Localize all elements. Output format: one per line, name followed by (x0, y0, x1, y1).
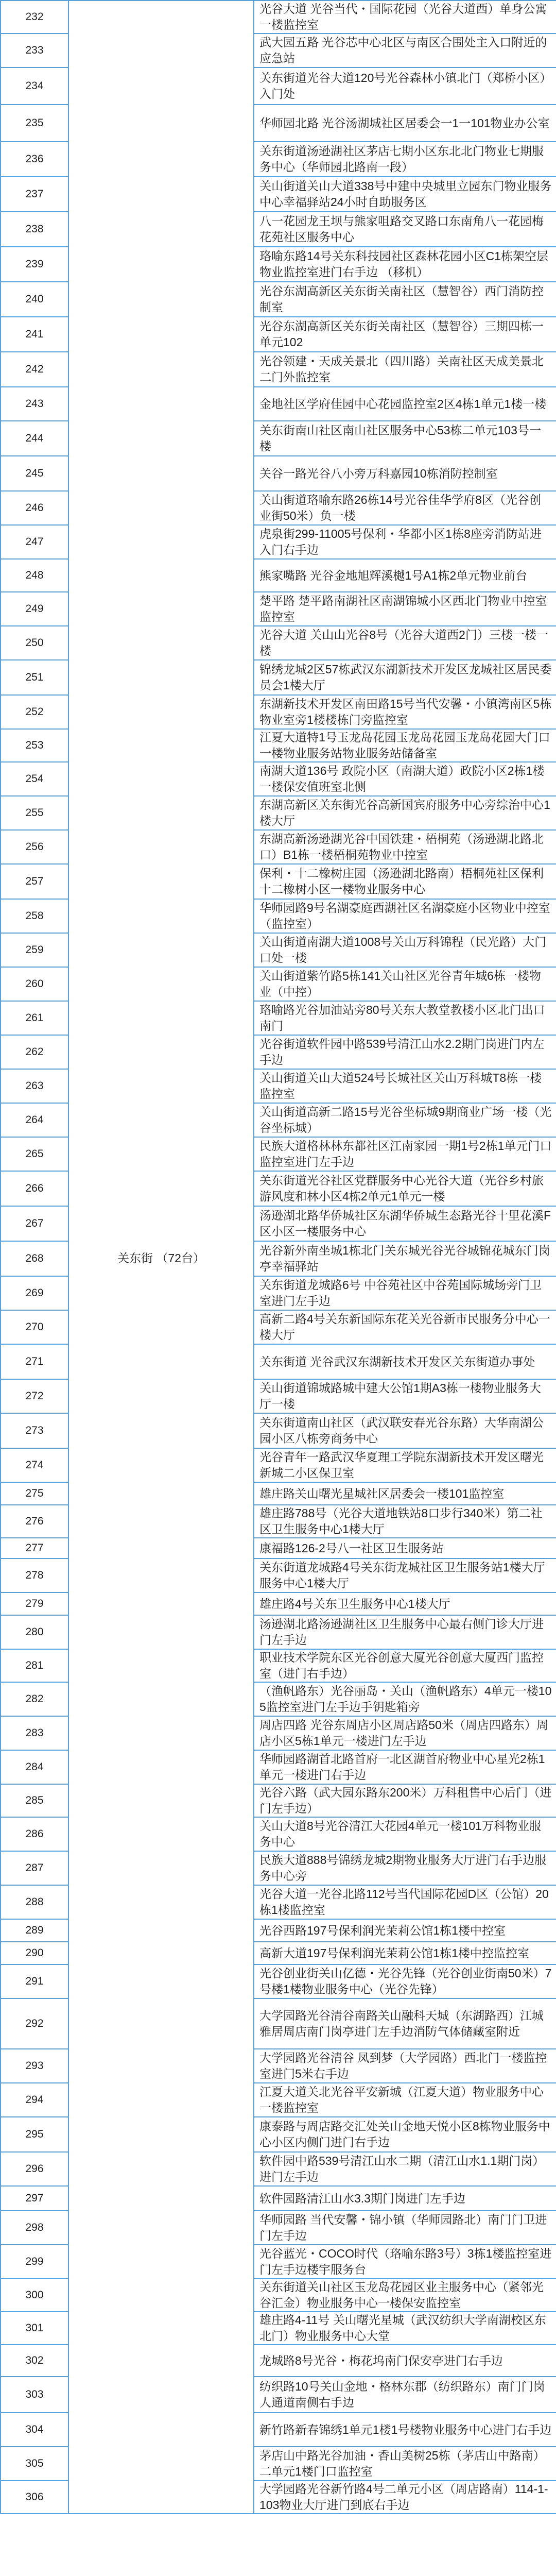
location-address: 虎泉街299-11005号保利・华都小区1栋8座旁消防站进入门右手边 (254, 525, 556, 559)
row-number: 259 (1, 933, 68, 967)
row-number: 277 (1, 1538, 68, 1558)
row-number: 292 (1, 1998, 68, 2049)
location-address: 茅店山中路光谷加油・香山美树25栋（茅店山中路南）二单元1楼门口监控室 (254, 2447, 556, 2481)
location-address: 东湖高新汤逊湖光谷中国铁建・梧桐苑（汤逊湖北路北口）B1栋一楼梧桐苑物业中控室 (254, 830, 556, 864)
row-number: 251 (1, 660, 68, 695)
row-number: 285 (1, 1784, 68, 1817)
location-address: 光谷东湖高新区关东街关南社区（慧智谷）三期四栋一单元102 (254, 317, 556, 352)
location-address: 关东街道南山社区（武汉联安春光谷东路）大华南湖公园小区八栋旁商务中心 (254, 1413, 556, 1448)
row-number: 286 (1, 1817, 68, 1851)
location-address: 华师园路 当代安馨・锦小镇（华师园路北）南门门卫进门左手边 (254, 2211, 556, 2245)
row-number: 234 (1, 67, 68, 105)
location-address: 汤逊湖北路华侨城社区东湖华侨城生态路光谷十里花溪F区小区一楼服务中心 (254, 1206, 556, 1241)
row-number: 236 (1, 142, 68, 177)
row-number: 253 (1, 729, 68, 762)
location-address: 华师园路湖首北路首府一北区湖首府物业中心星光2栋1单元一楼进门右手边 (254, 1750, 556, 1784)
row-number: 250 (1, 626, 68, 660)
location-address: 珞喻东路14号关东科技园社区森林花园小区C1栋架空层物业监控室进门右手边 （移机） (254, 247, 556, 282)
row-number: 295 (1, 2117, 68, 2152)
location-address: 锦绣龙城2区57栋武汉东湖新技术开发区龙城社区居民委员会1楼大厅 (254, 660, 556, 695)
location-address: 关东街道 光谷武汉东湖新技术开发区关东街道办事处 (254, 1344, 556, 1379)
location-address: 民族大道格林林东都社区江南家园一期1号2栋1单元门口监控室进门左手边 (254, 1137, 556, 1171)
row-number: 305 (1, 2447, 68, 2481)
location-address: 软件园中路539号清江山水二期（清江山水1.1期门岗）进门左手边 (254, 2152, 556, 2186)
row-number: 264 (1, 1103, 68, 1137)
row-number: 245 (1, 456, 68, 491)
row-number: 242 (1, 352, 68, 387)
location-address: 民族大道888号锦绣龙城2期物业服务大厅进门右手边服务中心旁 (254, 1851, 556, 1885)
row-number: 287 (1, 1851, 68, 1885)
row-number: 237 (1, 177, 68, 212)
location-address: 光谷街道软件园中路539号清江山水2.2期门岗进门内左手边 (254, 1035, 556, 1069)
row-number: 238 (1, 212, 68, 247)
location-address: 金地社区学府佳园中心花园监控室2区4栋1单元1楼一楼 (254, 387, 556, 421)
location-address: 光谷大道 关山山光谷8号（光谷大道西2门）三楼一楼一楼 (254, 626, 556, 660)
row-number: 241 (1, 317, 68, 352)
row-number: 280 (1, 1615, 68, 1649)
row-number: 270 (1, 1310, 68, 1344)
row-number: 247 (1, 525, 68, 559)
row-number: 300 (1, 2279, 68, 2312)
row-number: 273 (1, 1413, 68, 1448)
row-number: 254 (1, 762, 68, 796)
row-number: 265 (1, 1137, 68, 1171)
location-address: 关山街道南湖大道1008号关山万科锦程（民光路）大门口处一楼 (254, 933, 556, 967)
location-address: 周店四路 光谷东周店小区周店路50米（周店四路东）周店小区5栋1单元一楼进门左手边 (254, 1716, 556, 1750)
row-number: 244 (1, 421, 68, 456)
row-number: 290 (1, 1942, 68, 1964)
row-number: 288 (1, 1885, 68, 1919)
row-number: 246 (1, 491, 68, 525)
location-address: 关山大道8号光谷清江大花园4单元一楼101万科物业服务中心 (254, 1817, 556, 1851)
row-number: 260 (1, 967, 68, 1001)
location-address: 关东街南山社区南山社区服务中心53栋二单元103号一楼 (254, 421, 556, 456)
location-address: 光谷西路197号保利润光茉莉公馆1栋1楼中控室 (254, 1919, 556, 1942)
row-number: 235 (1, 105, 68, 142)
location-address: 雄庄路788号（光谷大道地铁站8口步行340米）第二社区卫生服务中心1楼大厅 (254, 1505, 556, 1538)
location-address: 关东街道关山社区玉龙岛花园区业主服务中心（紧邻光谷汇金）物业服务中心一楼保安监控室 (254, 2279, 556, 2312)
location-address: 光谷创业街关山亿德・光谷先锋（光谷创业街南50米）7号楼1楼物业服务中心（光谷先锋） (254, 1964, 556, 1998)
location-address: 关东街道光谷大道120号光谷森林小镇北门（郑桥小区）入门处 (254, 67, 556, 105)
location-address: 关东街道龙城路6号 中谷苑社区中谷苑国际城场旁门卫室进门左手边 (254, 1276, 556, 1310)
row-number: 306 (1, 2481, 68, 2514)
row-number: 266 (1, 1171, 68, 1206)
row-number: 262 (1, 1035, 68, 1069)
row-number: 281 (1, 1649, 68, 1682)
row-number: 272 (1, 1379, 68, 1413)
row-number: 269 (1, 1276, 68, 1310)
location-address: 光谷大道 光谷当代・国际花园（光谷大道西）单身公寓一楼监控室 (254, 1, 556, 33)
location-address: 光谷大道一光谷北路112号当代国际花园D区（公馆）20栋1楼监控室 (254, 1885, 556, 1919)
location-address: （渔帆路东）光谷丽岛・关山（渔帆路东）4单元一楼105监控室进门左手边手钥匙箱旁 (254, 1682, 556, 1716)
location-address: 康泰路与周店路交汇处关山金地天悦小区8栋物业服务中心小区内侧门进门右手边 (254, 2117, 556, 2152)
row-number: 240 (1, 282, 68, 317)
location-address: 关东街道龙城路4号关东街龙城社区卫生服务站1楼大厅服务中心1楼大厅 (254, 1558, 556, 1592)
row-number: 232 (1, 1, 68, 33)
row-number: 303 (1, 2377, 68, 2413)
location-address: 光谷领建・天成关景北（四川路）关南社区天成美景北二门外监控室 (254, 352, 556, 387)
location-address: 关东街道汤逊湖社区茅店七期小区东北北门物业七期服务中心（华师园北路南一段） (254, 142, 556, 177)
location-address: 楚平路 楚平路南湖社区南湖锦城小区西北门物业中控室监控室 (254, 592, 556, 626)
location-address: 光谷六路（武大园东路东200米）万科租售中心后门（进门左手边） (254, 1784, 556, 1817)
location-address: 关山街道关山大道524号长城社区关山万科城T8栋一楼监控室 (254, 1069, 556, 1103)
row-number: 282 (1, 1682, 68, 1716)
row-number: 291 (1, 1964, 68, 1998)
row-number: 258 (1, 899, 68, 933)
row-number: 297 (1, 2186, 68, 2211)
location-address: 光谷东湖高新区关东街关南社区（慧智谷）西门消防控制室 (254, 282, 556, 317)
row-number: 243 (1, 387, 68, 421)
location-address: 大学园路光谷清谷 凤到梦（大学园路）西北门一楼监控室进门5米右手边 (254, 2049, 556, 2083)
location-address: 光谷新外南坐城1栋北门关东城光谷光谷城锦花城东门岗亭幸福驿站 (254, 1241, 556, 1276)
location-address: 东湖高新区关东街光谷高新国宾府服务中心旁综治中心1楼大厅 (254, 796, 556, 830)
row-number: 293 (1, 2049, 68, 2083)
location-address: 关山街道高新二路15号光谷坐标城9期商业广场一楼（光谷坐标城） (254, 1103, 556, 1137)
location-address: 关谷一路光谷八小旁万科嘉园10栋消防控制室 (254, 456, 556, 491)
row-number: 255 (1, 796, 68, 830)
row-number: 268 (1, 1241, 68, 1276)
location-address: 汤逊湖北路汤逊湖社区卫生服务中心最右侧门诊大厅进门左手边 (254, 1615, 556, 1649)
location-address: 职业技术学院东区光谷创意大厦光谷创意大厦西门监控室（进门右手边） (254, 1649, 556, 1682)
row-number: 261 (1, 1001, 68, 1035)
location-address: 软件园路清江山水3.3期门岗进门左手边 (254, 2186, 556, 2211)
row-number: 271 (1, 1344, 68, 1379)
location-address: 江夏大道关北光谷平安新城（江夏大道）物业服务中心一楼监控室 (254, 2083, 556, 2117)
row-number: 278 (1, 1558, 68, 1592)
row-number: 274 (1, 1448, 68, 1482)
row-number: 267 (1, 1206, 68, 1241)
location-address: 高新大道197号保利润光茉莉公馆1栋1楼中控监控室 (254, 1942, 556, 1964)
location-address: 江夏大道特1号玉龙岛花园玉龙岛花园玉龙岛花园大门口一楼物业服务站物业服务站储备室 (254, 729, 556, 762)
row-number: 279 (1, 1592, 68, 1615)
row-number: 299 (1, 2245, 68, 2279)
row-number: 283 (1, 1716, 68, 1750)
location-address: 关山街道珞喻东路26栋14号光谷佳华学府8区（光谷创业街50米）负一楼 (254, 491, 556, 525)
location-address: 南湖大道136号 政院小区（南湖大道）政院小区2栋1楼一楼保安值班室北侧 (254, 762, 556, 796)
location-address: 龙城路8号光谷・梅花坞南门保安亭进门右手边 (254, 2345, 556, 2377)
row-number: 302 (1, 2345, 68, 2377)
location-address: 关山街道紫竹路5栋141关山社区光谷青年城6栋一楼物业（中控） (254, 967, 556, 1001)
street-group-label: 关东街 （72台） (68, 1, 254, 2514)
location-address: 东湖新技术开发区南田路15号当代安馨・小镇湾南区5栋物业室旁1楼楼栋门旁监控室 (254, 695, 556, 729)
location-address: 华师园路9号名湖豪庭西湖社区名湖豪庭小区物业中控室（监控室） (254, 899, 556, 933)
location-address: 八一花园龙王坝与熊家咀路交叉路口东南角八一花园梅花苑社区服务中心 (254, 212, 556, 247)
row-number: 248 (1, 559, 68, 592)
row-number: 304 (1, 2413, 68, 2447)
location-address: 纺织路10号关山金地・格林东郡（纺织路东）南门门岗人通道南侧右手边 (254, 2377, 556, 2413)
row-number: 284 (1, 1750, 68, 1784)
location-address: 高新二路4号关东新国际东花关光谷新市民服务分中心一楼大厅 (254, 1310, 556, 1344)
row-number: 249 (1, 592, 68, 626)
location-address: 关山街道锦城路城中建大公馆1期A3栋一楼物业服务大厅一楼 (254, 1379, 556, 1413)
location-address: 雄庄路4号关东卫生服务中心1楼大厅 (254, 1592, 556, 1615)
row-number: 233 (1, 33, 68, 67)
location-address: 保利・十二橡树庄园（汤逊湖北路南）梧桐苑社区保利十二橡树小区一楼物业服务中心 (254, 864, 556, 899)
location-address: 华师园北路 光谷汤湖城社区居委会一1一101物业办公室 (254, 105, 556, 142)
location-address: 关东街道光谷社区党群服务中心光谷大道（光谷乡村旅游风度和林小区4栋2单元1单元一楼 (254, 1171, 556, 1206)
location-address: 康福路126-2号八一社区卫生服务站 (254, 1538, 556, 1558)
location-address: 大学园路光谷清谷南路关山融科天城（东湖路西）江城雅居周店南门岗亭进门左手边消防气体储藏室附近 (254, 1998, 556, 2049)
row-number: 257 (1, 864, 68, 899)
row-number: 239 (1, 247, 68, 282)
location-address: 熊家嘴路 光谷金地旭辉溪樾1号A1栋2单元物业前台 (254, 559, 556, 592)
location-address: 光谷青年一路武汉华夏理工学院东湖新技术开发区曙光新城二小区保卫室 (254, 1448, 556, 1482)
location-address: 武大园五路 光谷芯中心北区与南区合围处主入口附近的应急站 (254, 33, 556, 67)
location-address: 雄庄路关山曙光星城社区居委会一楼101监控室 (254, 1482, 556, 1505)
row-number: 289 (1, 1919, 68, 1942)
location-address: 光谷蓝光・COCO时代（珞喻东路3号）3栋1楼监控室进门左手边楼宇服务台 (254, 2245, 556, 2279)
location-address: 大学园路光谷新竹路4号二单元小区（周店路南）114-1-103物业大厅进门到底右手边 (254, 2481, 556, 2514)
row-number: 276 (1, 1505, 68, 1538)
station-table-body (1, 1, 556, 2514)
location-address: 新竹路新春锦绣1单元1楼1号楼物业服务中心进门右手边 (254, 2413, 556, 2447)
row-number: 294 (1, 2083, 68, 2117)
row-number: 301 (1, 2312, 68, 2345)
row-number: 252 (1, 695, 68, 729)
row-number: 263 (1, 1069, 68, 1103)
table-row (1, 1, 556, 33)
location-address: 雄庄路4-11号 关山曙光星城（武汉纺织大学南湖校区东北门）物业服务中心大堂 (254, 2312, 556, 2345)
row-number: 256 (1, 830, 68, 864)
row-number: 275 (1, 1482, 68, 1505)
location-address: 珞喻路光谷加油站旁80号关东大教堂教楼小区北门出口南门 (254, 1001, 556, 1035)
row-number: 296 (1, 2152, 68, 2186)
location-address: 关山街道关山大道338号中建中央城里立园东门物业服务中心幸福驿站24小时自助服务区 (254, 177, 556, 212)
row-number: 298 (1, 2211, 68, 2245)
